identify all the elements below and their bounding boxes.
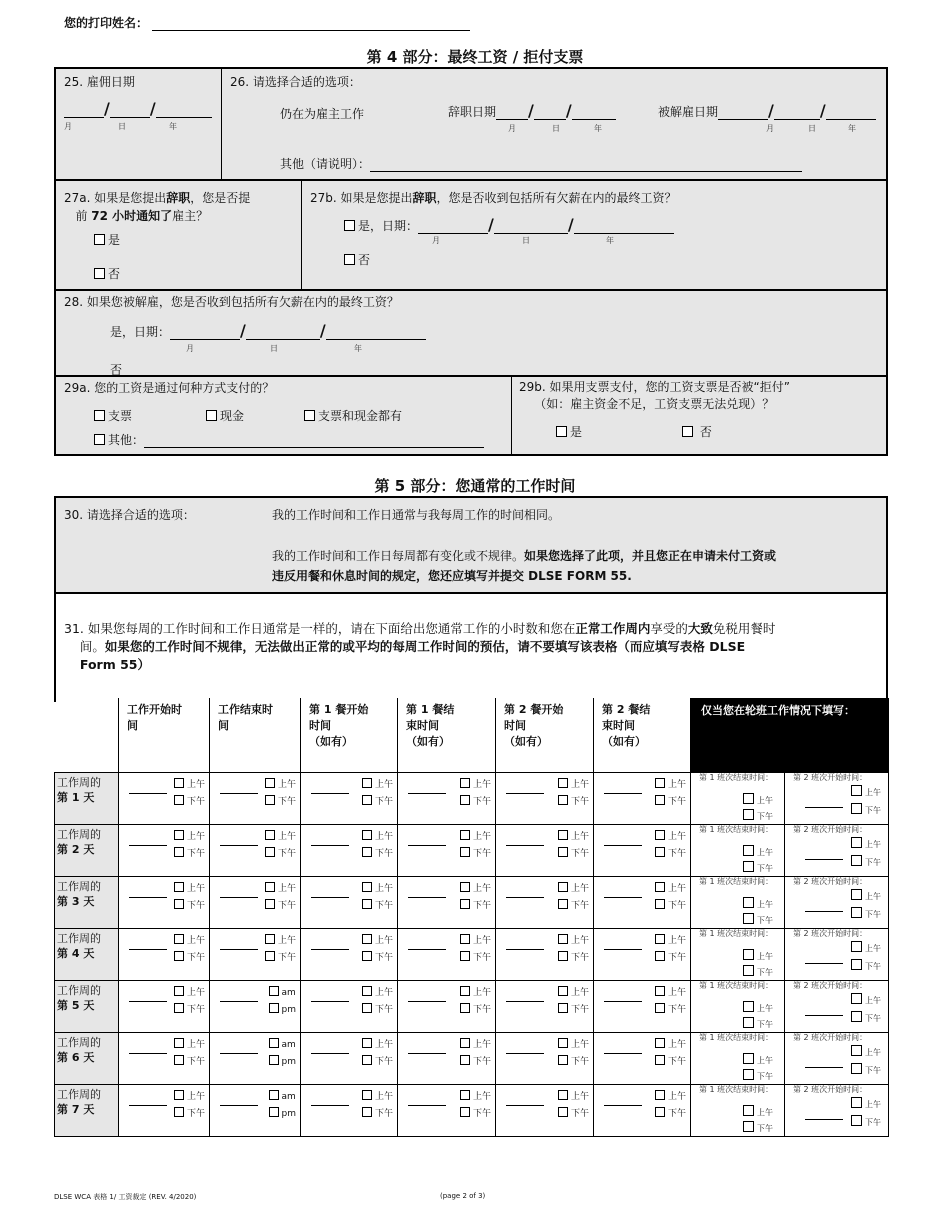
pm-checkbox[interactable]: 下午 (460, 846, 491, 863)
time-cell[interactable] (594, 928, 691, 980)
shift2-start-cell[interactable]: 第 2 班次开始时间： 上午 下午 (785, 980, 889, 1032)
time-input[interactable] (311, 845, 349, 846)
am-checkbox[interactable]: 上午 (265, 881, 296, 898)
time-input[interactable] (408, 1105, 446, 1106)
time-input[interactable] (805, 859, 843, 860)
am-checkbox[interactable]: 上午 (743, 1105, 773, 1121)
pm-checkbox[interactable]: 下午 (460, 1054, 491, 1071)
time-cell[interactable] (496, 824, 594, 876)
pm-checkbox[interactable]: 下午 (558, 898, 589, 915)
q28-label: 28. 如果您被解雇，您是否收到包括所有欠薪在内的最终工资？ (64, 295, 399, 309)
q30-label: 30. 请选择合适的选项： (64, 508, 195, 522)
am-checkbox[interactable]: 上午 (558, 933, 589, 950)
time-cell[interactable] (210, 980, 301, 1032)
pm-checkbox[interactable]: 下午 (743, 1017, 773, 1033)
time-input[interactable] (408, 793, 446, 794)
day-label: 工作周的 第 3 天 (55, 876, 119, 928)
pm-checkbox[interactable]: 下午 (655, 898, 686, 915)
q27a-label: 27a. 如果是您提出辞职，您是否提 前 72 小时通知了雇主？ (64, 191, 251, 223)
q26-label: 26. 请选择合适的选项： (230, 75, 361, 89)
time-cell[interactable] (119, 876, 210, 928)
time-cell[interactable] (301, 928, 398, 980)
time-input[interactable] (506, 1105, 544, 1106)
time-cell[interactable] (119, 824, 210, 876)
still-working-option[interactable]: 仍在为雇主工作 (280, 107, 365, 121)
q25-label: 25. 雇佣日期 (64, 75, 135, 89)
time-cell[interactable] (210, 928, 301, 980)
am-checkbox[interactable]: 上午 (558, 1089, 589, 1106)
am-checkbox[interactable]: 上午 (460, 829, 491, 846)
pm-checkbox[interactable]: 下午 (743, 809, 773, 825)
time-cell[interactable] (594, 1084, 691, 1136)
time-input[interactable] (805, 1119, 843, 1120)
time-cell[interactable] (496, 928, 594, 980)
day-label: 工作周的 第 4 天 (55, 928, 119, 980)
pm-checkbox[interactable]: 下午 (174, 950, 205, 967)
am-checkbox[interactable]: 上午 (743, 793, 773, 809)
am-checkbox[interactable]: 上午 (174, 933, 205, 950)
q27a-no[interactable]: 否 (94, 265, 120, 282)
pm-checkbox[interactable]: 下午 (743, 1121, 773, 1137)
pm-checkbox[interactable]: 下午 (174, 898, 205, 915)
am-checkbox[interactable]: 上午 (655, 881, 686, 898)
pm-checkbox[interactable]: 下午 (558, 1106, 589, 1123)
time-input[interactable] (311, 1105, 349, 1106)
time-input[interactable] (220, 1053, 258, 1054)
pm-checkbox[interactable]: 下午 (655, 950, 686, 967)
am-checkbox[interactable]: 上午 (362, 777, 393, 794)
pm-checkbox[interactable]: 下午 (362, 794, 393, 811)
time-cell[interactable] (301, 1084, 398, 1136)
am-checkbox[interactable]: 上午 (743, 1053, 773, 1069)
time-cell[interactable] (594, 980, 691, 1032)
time-cell[interactable] (594, 1032, 691, 1084)
footer-form-id: DLSE WCA 表格 1/ 工资裁定 (REV. 4/2020) (54, 1193, 197, 1201)
pm-checkbox[interactable]: 下午 (265, 846, 296, 863)
pm-checkbox[interactable]: 下午 (460, 898, 491, 915)
pm-checkbox[interactable]: 下午 (851, 907, 881, 923)
shift2-start-cell[interactable]: 第 2 班次开始时间： 上午 下午 (785, 876, 889, 928)
q30-option-regular[interactable]: 我的工作时间和工作日通常与我每周工作的时间相同。 (272, 508, 561, 522)
time-cell[interactable] (119, 772, 210, 824)
pm-checkbox[interactable]: 下午 (460, 950, 491, 967)
am-checkbox[interactable]: 上午 (362, 933, 393, 950)
pm-checkbox[interactable]: pm (269, 1002, 296, 1019)
pm-checkbox[interactable]: 下午 (362, 1054, 393, 1071)
day-label: 工作周的 第 7 天 (55, 1084, 119, 1136)
time-cell[interactable] (210, 824, 301, 876)
am-checkbox[interactable]: 上午 (655, 933, 686, 950)
am-checkbox[interactable]: 上午 (655, 1089, 686, 1106)
pm-checkbox[interactable]: 下午 (460, 794, 491, 811)
am-checkbox[interactable]: 上午 (460, 777, 491, 794)
pm-checkbox[interactable]: 下午 (655, 794, 686, 811)
column-header: 第 1 餐结 束时间 （如有） (398, 698, 496, 772)
am-checkbox[interactable]: 上午 (558, 881, 589, 898)
pm-checkbox[interactable]: 下午 (362, 950, 393, 967)
am-checkbox[interactable]: 上午 (851, 993, 881, 1009)
pm-checkbox[interactable]: 下午 (460, 1106, 491, 1123)
am-checkbox[interactable]: 上午 (558, 777, 589, 794)
column-header: 第 2 餐结 束时间 （如有） (594, 698, 691, 772)
pm-checkbox[interactable]: 下午 (851, 855, 881, 871)
am-checkbox[interactable]: 上午 (174, 829, 205, 846)
print-name-row (64, 14, 470, 31)
table-row (55, 928, 889, 980)
shift1-end-cell[interactable]: 第 1 班次结束时间： 上午 下午 (691, 980, 785, 1032)
am-checkbox[interactable]: 上午 (460, 1089, 491, 1106)
shift1-end-cell[interactable]: 第 1 班次结束时间： 上午 下午 (691, 876, 785, 928)
q29b-label: 29b. 如果用支票支付，您的工资支票是否被“拒付” （如：雇主资金不足，工资支票无法兑现）？ (519, 380, 790, 411)
time-cell[interactable] (301, 772, 398, 824)
hire-date-field[interactable]: / / (64, 99, 212, 118)
column-header: 第 2 餐开始 时间 （如有） (496, 698, 594, 772)
pm-checkbox[interactable]: 下午 (174, 1054, 205, 1071)
time-cell[interactable] (301, 980, 398, 1032)
q29b-no[interactable]: 否 (682, 423, 712, 440)
time-cell[interactable] (210, 876, 301, 928)
am-checkbox[interactable]: 上午 (362, 1089, 393, 1106)
table-row (55, 1032, 889, 1084)
q27a-yes[interactable]: 是 (94, 231, 120, 248)
shift2-start-cell[interactable]: 第 2 班次开始时间： 上午 下午 (785, 824, 889, 876)
shift2-start-cell[interactable]: 第 2 班次开始时间： 上午 下午 (785, 772, 889, 824)
shift2-start-cell[interactable]: 第 2 班次开始时间： 上午 下午 (785, 1032, 889, 1084)
pm-checkbox[interactable]: 下午 (743, 913, 773, 929)
pm-checkbox[interactable]: 下午 (655, 1106, 686, 1123)
am-checkbox[interactable]: 上午 (655, 777, 686, 794)
time-input[interactable] (805, 911, 843, 912)
shift1-end-cell[interactable]: 第 1 班次结束时间： 上午 下午 (691, 1032, 785, 1084)
time-input[interactable] (129, 1105, 167, 1106)
time-cell[interactable] (398, 1032, 496, 1084)
time-cell[interactable] (594, 824, 691, 876)
am-checkbox[interactable]: 上午 (851, 941, 881, 957)
am-checkbox[interactable]: 上午 (174, 1089, 205, 1106)
work-schedule-table (54, 698, 889, 1137)
am-checkbox[interactable]: 上午 (851, 889, 881, 905)
pm-checkbox[interactable]: 下午 (174, 1106, 205, 1123)
time-input[interactable] (506, 949, 544, 950)
pm-checkbox[interactable]: 下午 (743, 861, 773, 877)
pm-checkbox[interactable]: 下午 (851, 1115, 881, 1131)
time-input[interactable] (805, 963, 843, 964)
am-checkbox[interactable]: 上午 (851, 837, 881, 853)
time-input[interactable] (129, 793, 167, 794)
print-name-input[interactable] (152, 17, 470, 31)
time-cell[interactable] (398, 772, 496, 824)
am-checkbox[interactable]: 上午 (851, 1097, 881, 1113)
time-cell[interactable] (398, 1084, 496, 1136)
am-checkbox[interactable]: 上午 (558, 1037, 589, 1054)
day-label: 工作周的 第 1 天 (55, 772, 119, 824)
q27b-no[interactable]: 否 (344, 251, 370, 268)
time-cell[interactable] (119, 928, 210, 980)
shift2-start-cell[interactable]: 第 2 班次开始时间： 上午 下午 (785, 1084, 889, 1136)
time-input[interactable] (506, 897, 544, 898)
shift2-start-cell[interactable]: 第 2 班次开始时间： 上午 下午 (785, 928, 889, 980)
q31-section (54, 592, 888, 702)
time-input[interactable] (604, 1053, 642, 1054)
am-checkbox[interactable]: 上午 (851, 785, 881, 801)
part4-section: 25. 雇佣日期 / / 月 日 年 26. 请选择合适的选项： 仍在为雇主工作 辞职日期 / / 月 日 年 被解雇日期 / / 月 日 年 其他（请说明）： 27a. 如果是您提出辞职，您是否提 前 72 小时通知了雇主？ 是 否 27b. 如果是您提出辞职，您是否收到包括所有欠薪在内的最终工资？ 是，日期： / / 月 日 年 否 28. 如果您被解雇，您是否收到包括所有欠薪在内的最终工资？ 是，日期： / / 月 日 年 否 29a. 您的工资是通过何种方式支付的？ 支票 现金 支票和现金都有 其他： 29b. 如果用支票支付，您的工资支票是否被“拒付” （如：雇主资金不足，工资支票无法兑现）？ 是 否 (54, 67, 888, 456)
time-input[interactable] (408, 1053, 446, 1054)
pay-cash-option[interactable]: 现金 (206, 407, 244, 424)
am-checkbox[interactable]: am (269, 1037, 296, 1054)
corner-cell (55, 698, 119, 772)
time-input[interactable] (220, 1105, 258, 1106)
time-input[interactable] (129, 897, 167, 898)
time-input[interactable] (604, 897, 642, 898)
table-row (55, 772, 889, 824)
pm-checkbox[interactable]: pm (269, 1054, 296, 1071)
am-checkbox[interactable]: am (269, 985, 296, 1002)
pm-checkbox[interactable]: 下午 (655, 846, 686, 863)
time-input[interactable] (604, 1001, 642, 1002)
column-header: 工作开始时 间 (119, 698, 210, 772)
am-checkbox[interactable]: 上午 (174, 777, 205, 794)
pm-checkbox[interactable]: 下午 (265, 794, 296, 811)
am-checkbox[interactable]: 上午 (655, 985, 686, 1002)
time-cell[interactable] (496, 876, 594, 928)
pm-checkbox[interactable]: 下午 (362, 1002, 393, 1019)
shift1-end-cell[interactable]: 第 1 班次结束时间： 上午 下午 (691, 772, 785, 824)
pm-checkbox[interactable]: 下午 (655, 1054, 686, 1071)
time-input[interactable] (220, 845, 258, 846)
am-checkbox[interactable]: 上午 (362, 829, 393, 846)
time-input[interactable] (506, 793, 544, 794)
am-checkbox[interactable]: 上午 (460, 933, 491, 950)
pm-checkbox[interactable]: 下午 (362, 1106, 393, 1123)
day-label: 工作周的 第 2 天 (55, 824, 119, 876)
pm-checkbox[interactable]: 下午 (460, 1002, 491, 1019)
time-cell[interactable] (594, 876, 691, 928)
time-input[interactable] (506, 1001, 544, 1002)
time-input[interactable] (220, 949, 258, 950)
day-label: 工作周的 第 6 天 (55, 1032, 119, 1084)
time-input[interactable] (604, 845, 642, 846)
table-row (55, 824, 889, 876)
am-checkbox[interactable]: 上午 (743, 949, 773, 965)
q30-option-irregular[interactable]: 我的工作时间和工作日每周都有变化或不规律。如果您选择了此项，并且您正在申请未付工资或 违反用餐和休息时间的规定，您还应填写并提交 DLSE FORM 55. (272, 549, 777, 583)
time-input[interactable] (129, 949, 167, 950)
q29a-label: 29a. 您的工资是通过何种方式支付的？ (64, 381, 275, 395)
q27b-label: 27b. 如果是您提出辞职，您是否收到包括所有欠薪在内的最终工资？ (310, 191, 677, 205)
time-input[interactable] (805, 1015, 843, 1016)
am-checkbox[interactable]: 上午 (265, 933, 296, 950)
time-input[interactable] (311, 949, 349, 950)
pm-checkbox[interactable]: 下午 (851, 959, 881, 975)
column-header: 工作结束时 间 (210, 698, 301, 772)
pm-checkbox[interactable]: 下午 (174, 846, 205, 863)
time-input[interactable] (604, 949, 642, 950)
time-input[interactable] (805, 1067, 843, 1068)
time-cell[interactable] (301, 876, 398, 928)
pm-checkbox[interactable]: 下午 (362, 898, 393, 915)
table-row (55, 980, 889, 1032)
time-input[interactable] (408, 1001, 446, 1002)
pm-checkbox[interactable]: 下午 (743, 965, 773, 981)
pay-check-option[interactable]: 支票 (94, 407, 132, 424)
pm-checkbox[interactable]: 下午 (558, 794, 589, 811)
am-checkbox[interactable]: 上午 (362, 985, 393, 1002)
am-checkbox[interactable]: 上午 (558, 829, 589, 846)
pm-checkbox[interactable]: 下午 (558, 1054, 589, 1071)
pm-checkbox[interactable]: 下午 (655, 1002, 686, 1019)
pm-checkbox[interactable]: 下午 (743, 1069, 773, 1085)
time-input[interactable] (220, 1001, 258, 1002)
am-checkbox[interactable]: 上午 (265, 829, 296, 846)
part5-title: 第 5 部分：您通常的工作时间 (374, 477, 576, 495)
table-row (55, 876, 889, 928)
am-checkbox[interactable]: 上午 (743, 1001, 773, 1017)
pm-checkbox[interactable]: 下午 (174, 1002, 205, 1019)
shift1-end-cell[interactable]: 第 1 班次结束时间： 上午 下午 (691, 1084, 785, 1136)
am-checkbox[interactable]: 上午 (460, 881, 491, 898)
footer-page: (page 2 of 3) (440, 1192, 486, 1200)
shift1-end-cell[interactable]: 第 1 班次结束时间： 上午 下午 (691, 928, 785, 980)
pm-checkbox[interactable]: 下午 (362, 846, 393, 863)
am-checkbox[interactable]: 上午 (743, 897, 773, 913)
time-input[interactable] (506, 1053, 544, 1054)
time-cell[interactable] (301, 824, 398, 876)
time-cell[interactable] (210, 1032, 301, 1084)
am-checkbox[interactable]: 上午 (655, 829, 686, 846)
other-option[interactable]: 其他（请说明）： (280, 155, 802, 172)
time-input[interactable] (311, 897, 349, 898)
day-label: 工作周的 第 5 天 (55, 980, 119, 1032)
time-cell[interactable] (496, 1084, 594, 1136)
time-input[interactable] (129, 1001, 167, 1002)
am-checkbox[interactable]: 上午 (460, 1037, 491, 1054)
q30-section (54, 496, 888, 594)
pm-checkbox[interactable]: 下午 (558, 846, 589, 863)
am-checkbox[interactable]: 上午 (558, 985, 589, 1002)
time-cell[interactable] (210, 772, 301, 824)
column-header: 第 1 餐开始 时间 （如有） (301, 698, 398, 772)
time-input[interactable] (311, 793, 349, 794)
time-input[interactable] (129, 845, 167, 846)
shift-header: 仅当您在轮班工作情况下填写： (691, 698, 889, 772)
time-cell[interactable] (119, 1084, 210, 1136)
shift1-end-cell[interactable]: 第 1 班次结束时间： 上午 下午 (691, 824, 785, 876)
time-cell[interactable] (398, 928, 496, 980)
am-checkbox[interactable]: 上午 (362, 881, 393, 898)
time-cell[interactable] (496, 1032, 594, 1084)
pm-checkbox[interactable]: 下午 (174, 794, 205, 811)
am-checkbox[interactable]: 上午 (174, 881, 205, 898)
am-checkbox[interactable]: am (269, 1089, 296, 1106)
time-input[interactable] (408, 897, 446, 898)
time-input[interactable] (220, 897, 258, 898)
am-checkbox[interactable]: 上午 (362, 1037, 393, 1054)
pay-both-option[interactable]: 支票和现金都有 (304, 407, 402, 424)
part4-title: 第 4 部分：最终工资 / 拒付支票 (366, 48, 584, 66)
q28-no[interactable]: 否 (110, 363, 123, 377)
time-cell[interactable] (496, 772, 594, 824)
time-input[interactable] (604, 793, 642, 794)
q28-yes-date[interactable]: 是，日期： / / (110, 321, 426, 340)
am-checkbox[interactable]: 上午 (174, 985, 205, 1002)
q27b-yes-date[interactable]: 是，日期： / / (344, 215, 674, 234)
pm-checkbox[interactable]: 下午 (851, 1063, 881, 1079)
time-input[interactable] (506, 845, 544, 846)
time-cell[interactable] (119, 1032, 210, 1084)
time-input[interactable] (408, 949, 446, 950)
am-checkbox[interactable]: 上午 (655, 1037, 686, 1054)
am-checkbox[interactable]: 上午 (743, 845, 773, 861)
time-input[interactable] (311, 1053, 349, 1054)
pm-checkbox[interactable]: 下午 (265, 898, 296, 915)
time-cell[interactable] (210, 1084, 301, 1136)
pm-checkbox[interactable]: 下午 (558, 1002, 589, 1019)
time-cell[interactable] (496, 980, 594, 1032)
time-input[interactable] (408, 845, 446, 846)
pm-checkbox[interactable]: 下午 (265, 950, 296, 967)
time-cell[interactable] (594, 772, 691, 824)
pm-checkbox[interactable]: pm (269, 1106, 296, 1123)
pm-checkbox[interactable]: 下午 (851, 803, 881, 819)
time-cell[interactable] (398, 876, 496, 928)
time-cell[interactable] (119, 980, 210, 1032)
am-checkbox[interactable]: 上午 (174, 1037, 205, 1054)
time-cell[interactable] (398, 980, 496, 1032)
q31-text: 31. 如果您每周的工作时间和工作日通常是一样的，请在下面给出您通常工作的小时数和您在正常工作周内享受的大致免税用餐时 间。如果您的工作时间不规律，无法做出正常的或平均的每周工作时间的预估，请不要填写该表格（而应填写表格 DLSE Form 55） (64, 621, 776, 672)
time-input[interactable] (805, 807, 843, 808)
table-row (55, 1084, 889, 1136)
am-checkbox[interactable]: 上午 (265, 777, 296, 794)
pm-checkbox[interactable]: 下午 (558, 950, 589, 967)
fired-date-field[interactable]: 被解雇日期 / / (658, 101, 876, 120)
time-cell[interactable] (398, 824, 496, 876)
time-input[interactable] (604, 1105, 642, 1106)
time-input[interactable] (129, 1053, 167, 1054)
print-name-label: 您的打印姓名： (64, 16, 149, 30)
quit-date-field[interactable]: 辞职日期 / / (448, 101, 616, 120)
am-checkbox[interactable]: 上午 (460, 985, 491, 1002)
time-cell[interactable] (301, 1032, 398, 1084)
q29b-yes[interactable]: 是 (556, 423, 582, 440)
time-input[interactable] (220, 793, 258, 794)
pay-other-option[interactable]: 其他： (94, 431, 484, 448)
am-checkbox[interactable]: 上午 (851, 1045, 881, 1061)
pm-checkbox[interactable]: 下午 (851, 1011, 881, 1027)
time-input[interactable] (311, 1001, 349, 1002)
